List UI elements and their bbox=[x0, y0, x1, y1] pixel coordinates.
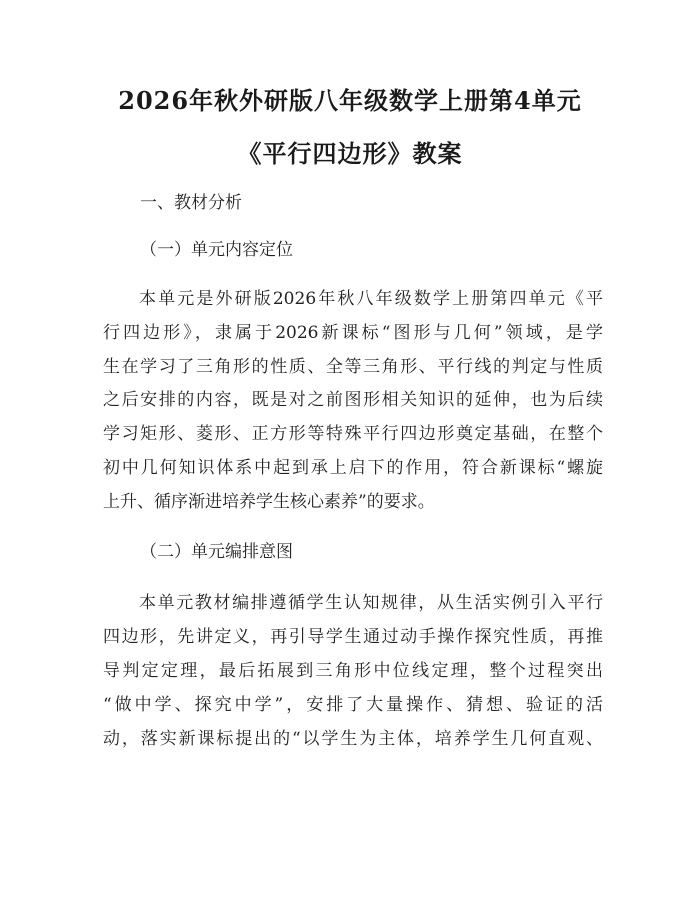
document-title-line-2: 《平行四边形》教案 bbox=[237, 139, 463, 168]
paragraph-line: 动，落实新课标提出的“以学生为主体，培养学生几何直观、 bbox=[103, 729, 603, 749]
paragraph-line: 本单元教材编排遵循学生认知规律，从生活实例引入平行 bbox=[139, 593, 603, 613]
subsection-heading-unit-positioning: （一）单元内容定位 bbox=[140, 240, 293, 260]
paragraph-line: 学习矩形、菱形、正方形等特殊平行四边形奠定基础，在整个 bbox=[103, 424, 603, 444]
subsection-heading-unit-arrangement: （二）单元编排意图 bbox=[140, 542, 293, 562]
paragraph-line: 四边形，先讲定义，再引导学生通过动手操作探究性质，再推 bbox=[103, 627, 603, 647]
paragraph-line: 初中几何知识体系中起到承上启下的作用，符合新课标“螺旋 bbox=[103, 458, 603, 478]
paragraph-line: 之后安排的内容，既是对之前图形相关知识的延伸，也为后续 bbox=[103, 390, 603, 410]
paragraph-line: 行四边形》，隶属于2026新课标“图形与几何”领域，是学 bbox=[103, 323, 603, 343]
paragraph-line: 本单元是外研版2026年秋八年级数学上册第四单元《平 bbox=[139, 289, 603, 309]
paragraph-line: 生在学习了三角形的性质、全等三角形、平行线的判定与性质 bbox=[103, 357, 603, 377]
document-title-line-1: 2026年秋外研版八年级数学上册第4单元 bbox=[118, 86, 582, 115]
paragraph-line: 导判定定理，最后拓展到三角形中位线定理，整个过程突出 bbox=[103, 661, 603, 681]
paragraph-line: 上升、循序渐进培养学生核心素养”的要求。 bbox=[103, 492, 435, 512]
section-heading-teaching-material-analysis: 一、教材分析 bbox=[140, 193, 242, 213]
paragraph-line: “做中学、探究中学”，安排了大量操作、猜想、验证的活 bbox=[103, 695, 603, 715]
